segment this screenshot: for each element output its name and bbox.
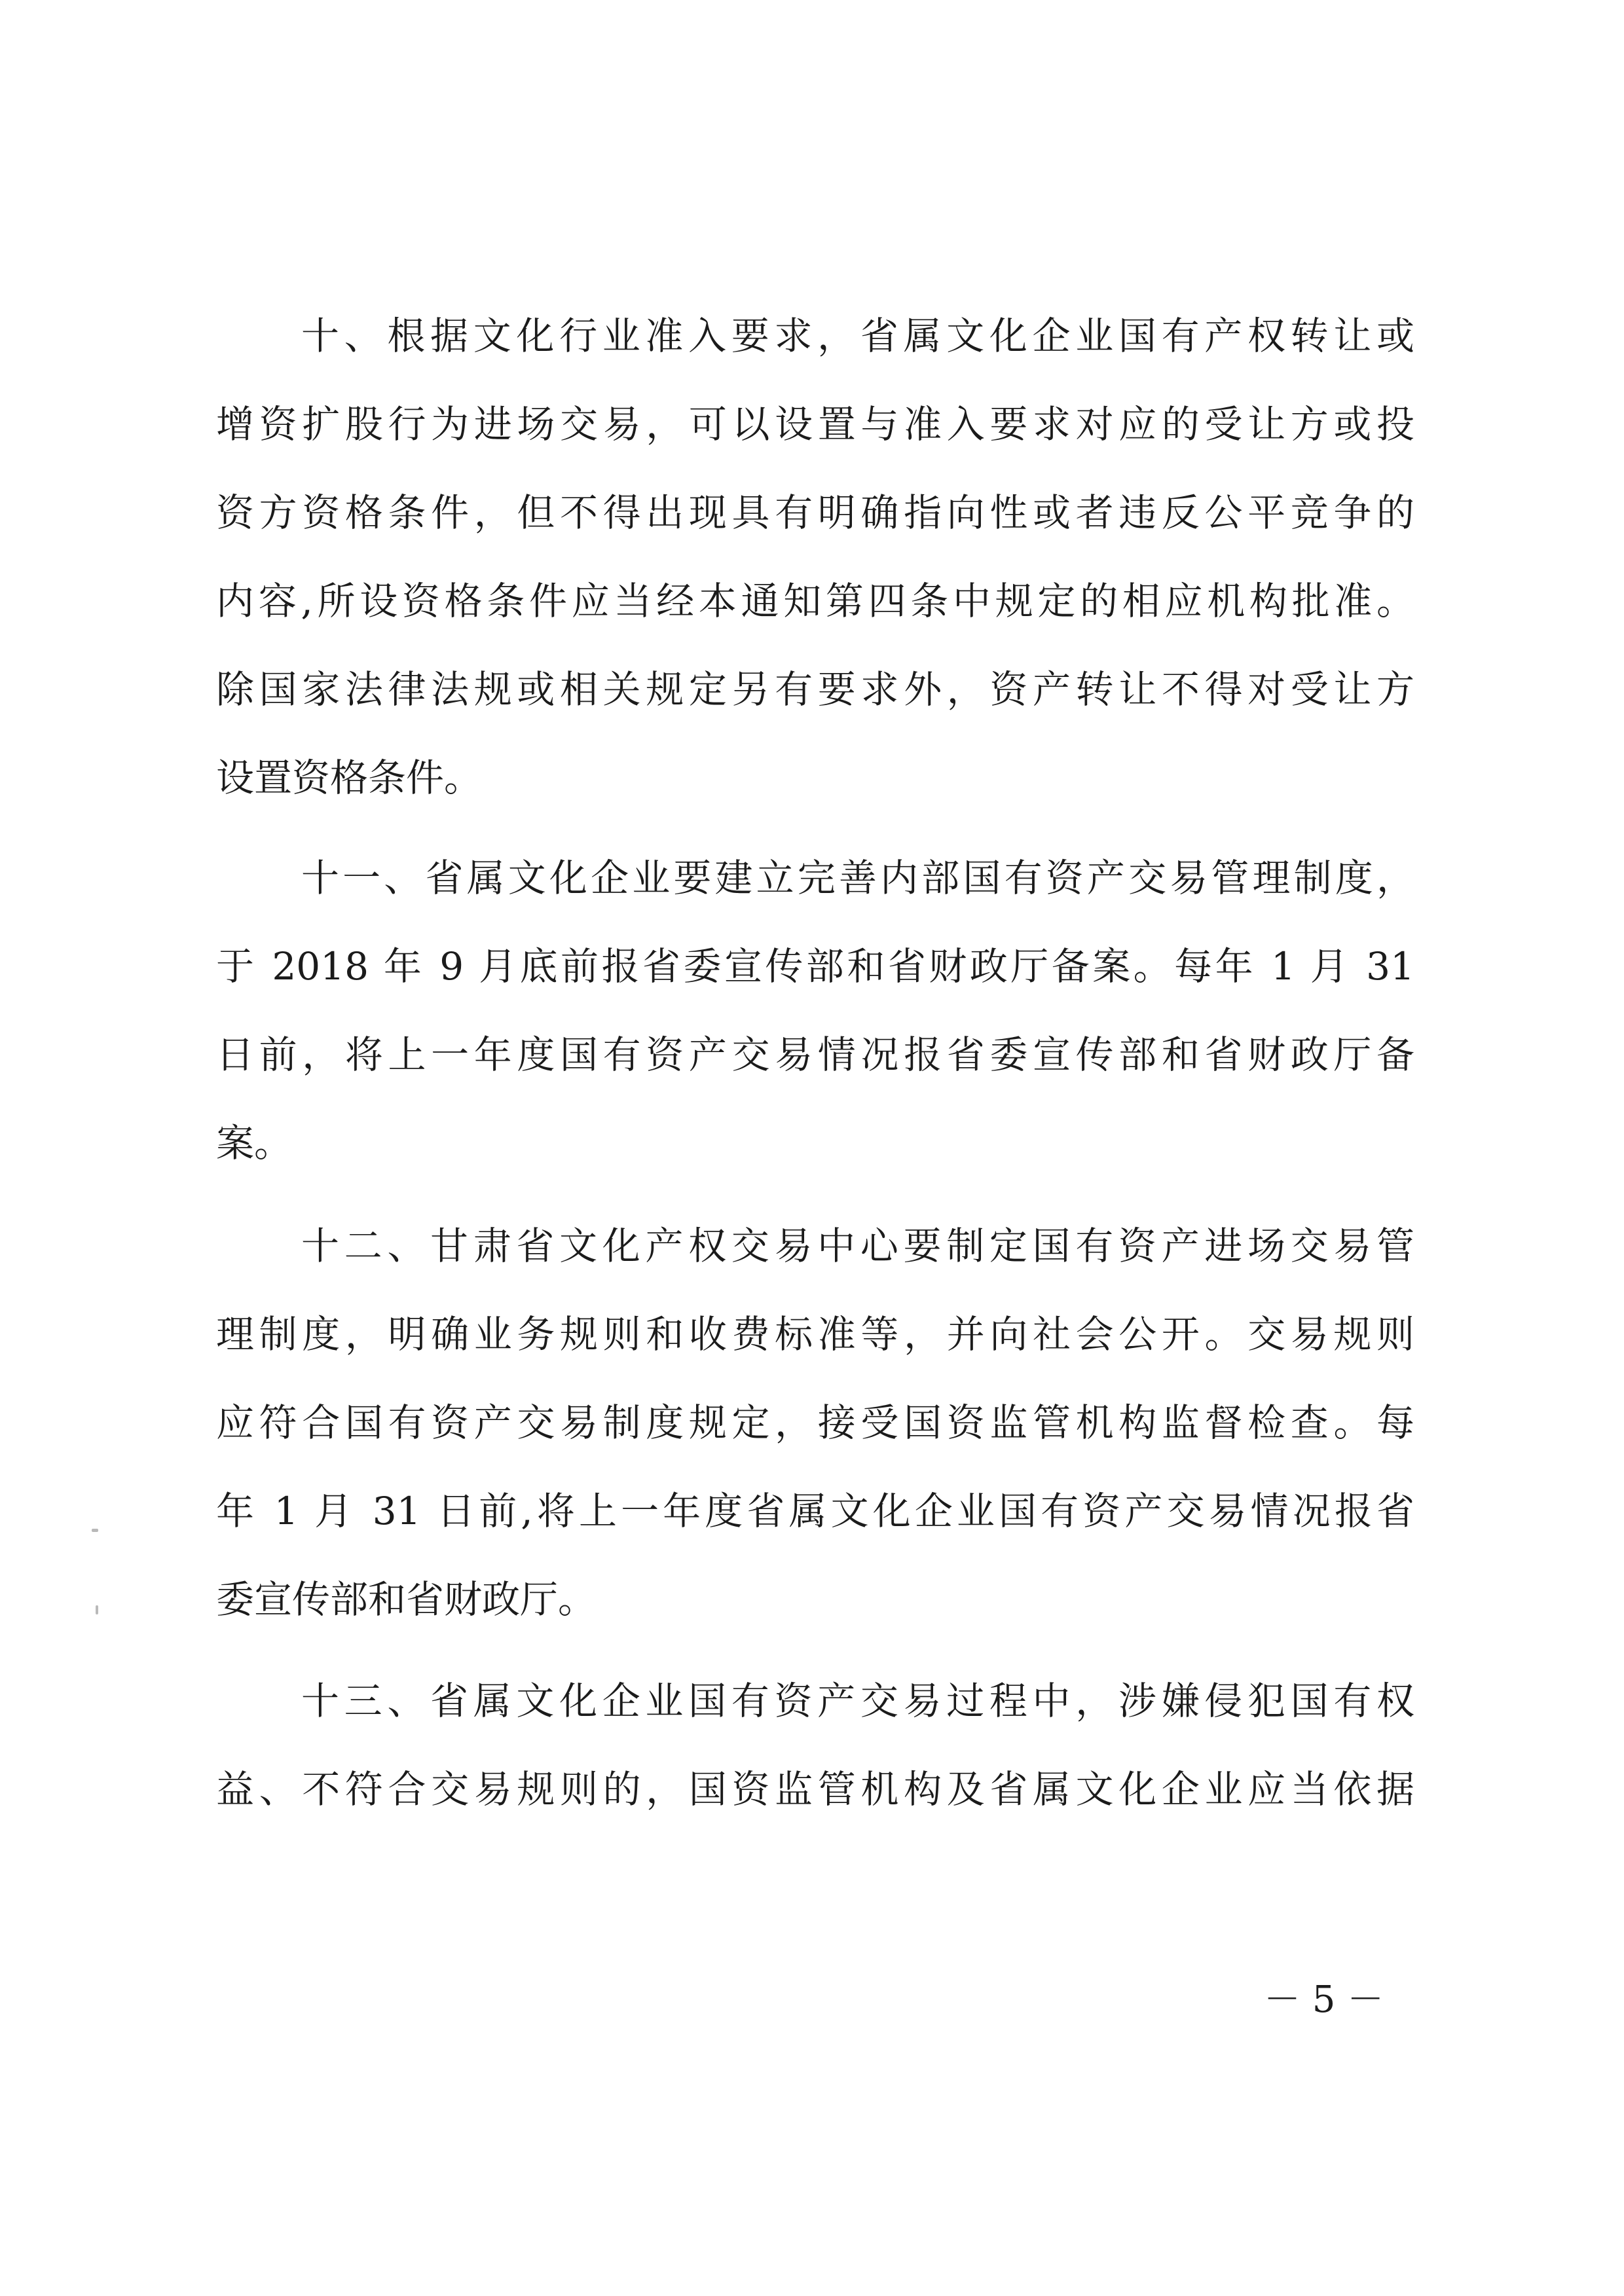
paragraph-10-line-4: 内容,所设资格条件应当经本通知第四条中规定的相应机构批准。 bbox=[216, 579, 1414, 623]
scan-speck bbox=[92, 1529, 98, 1532]
paragraph-13-line-1: 十三、省属文化企业国有资产交易过程中，涉嫌侵犯国有权 bbox=[301, 1679, 1414, 1723]
paragraph-12-line-4: 年 1 月 31 日前,将上一年度省属文化企业国有资产交易情况报省 bbox=[216, 1489, 1414, 1533]
page-number: － 5 － bbox=[1264, 1978, 1384, 2021]
paragraph-10-line-3: 资方资格条件，但不得出现具有明确指向性或者违反公平竞争的 bbox=[216, 490, 1414, 535]
paragraph-11-line-4: 案。 bbox=[216, 1121, 293, 1165]
paragraph-10-line-2: 增资扩股行为进场交易，可以设置与准入要求对应的受让方或投 bbox=[216, 402, 1414, 446]
paragraph-12-line-5: 委宣传部和省财政厅。 bbox=[216, 1577, 597, 1622]
paragraph-12-line-1: 十二、甘肃省文化产权交易中心要制定国有资产进场交易管 bbox=[301, 1224, 1414, 1268]
paragraph-11-line-1: 十一、省属文化企业要建立完善内部国有资产交易管理制度， bbox=[301, 856, 1414, 900]
paragraph-12-line-2: 理制度，明确业务规则和收费标准等，并向社会公开。交易规则 bbox=[216, 1312, 1414, 1357]
scan-speck bbox=[96, 1605, 98, 1614]
paragraph-12-line-3: 应符合国有资产交易制度规定，接受国资监管机构监督检查。每 bbox=[216, 1400, 1414, 1445]
paragraph-10-line-5: 除国家法律法规或相关规定另有要求外，资产转让不得对受让方 bbox=[216, 667, 1414, 712]
paragraph-11-line-2: 于 2018 年 9 月底前报省委宣传部和省财政厅备案。每年 1 月 31 bbox=[216, 944, 1414, 989]
paragraph-13-line-2: 益、不符合交易规则的，国资监管机构及省属文化企业应当依据 bbox=[216, 1767, 1414, 1812]
paragraph-10-line-1: 十、根据文化行业准入要求，省属文化企业国有产权转让或 bbox=[301, 314, 1414, 358]
paragraph-10-line-6: 设置资格条件。 bbox=[216, 756, 483, 800]
paragraph-11-line-3: 日前，将上一年度国有资产交易情况报省委宣传部和省财政厅备 bbox=[216, 1032, 1414, 1077]
